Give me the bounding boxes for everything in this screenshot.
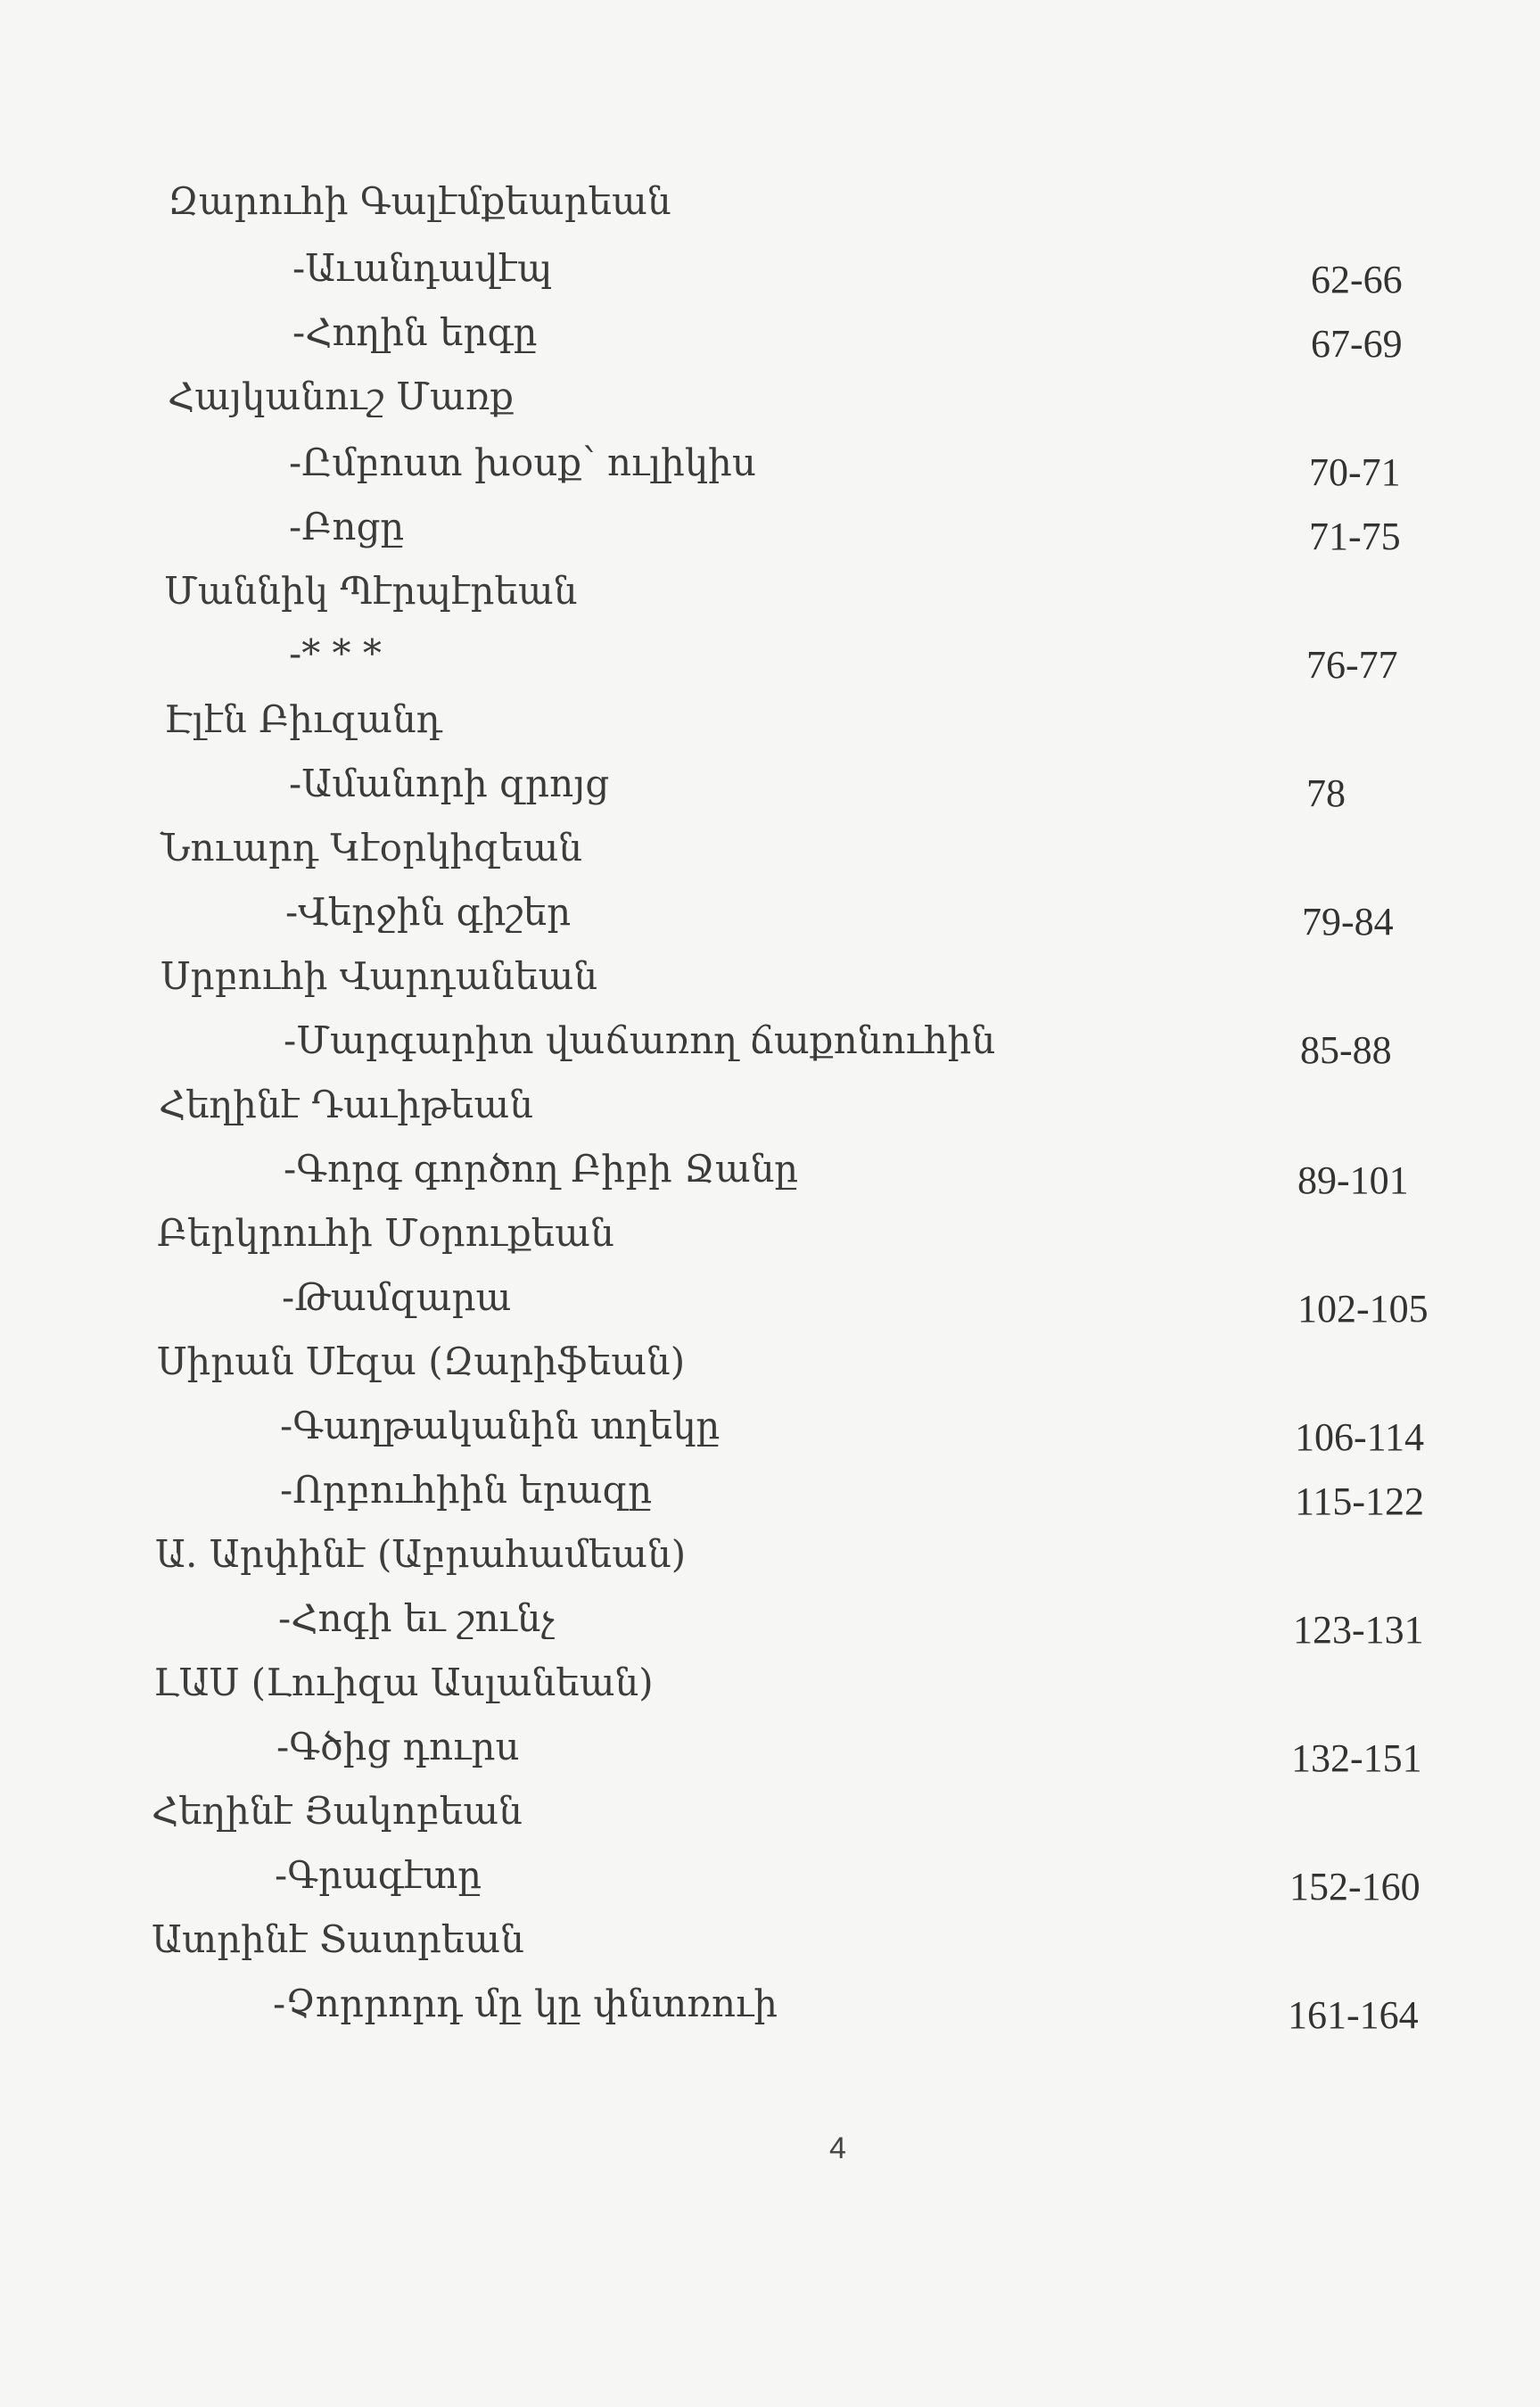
toc-pages-16: 161-164 xyxy=(1288,1993,1419,2037)
toc-author-11: ԼԱՍ (Լուիզա Ասլանեան) xyxy=(153,1661,654,1704)
toc-title-6: -Ամանորի զրոյց xyxy=(289,762,610,805)
toc-author-12: Հեղինէ Յակոբեան xyxy=(152,1789,523,1833)
toc-author-13: Ատրինէ Տատրեան xyxy=(152,1917,524,1961)
toc-author-8: Բերկրուհի Մօրուքեան xyxy=(157,1211,614,1255)
toc-title-2: -Հողին երգը xyxy=(292,310,538,354)
toc-title-9: -Գորգ գործող Բիբի Ջանը xyxy=(284,1147,799,1191)
toc-title-4: -Բոցը xyxy=(289,505,405,548)
toc-author-4: Էլէն Բիւզանդ xyxy=(164,697,442,741)
toc-author-10: Ա. Արփինէ (Աբրահամեան) xyxy=(155,1532,687,1576)
toc-title-10: -Թամզարա xyxy=(282,1275,512,1319)
toc-author-7: Հեղինէ Դաւիթեան xyxy=(159,1083,533,1126)
toc-author-3: Մաննիկ Պէրպէրեան xyxy=(164,569,578,613)
toc-pages-12: 115-122 xyxy=(1295,1480,1425,1523)
toc-pages-9: 89-101 xyxy=(1297,1158,1409,1202)
toc-author-9: Սիրան Սէզա (Զարիֆեան) xyxy=(157,1340,686,1383)
toc-pages-1: 62-66 xyxy=(1311,258,1403,301)
toc-author-1: Զարուհի Գալէմքեարեան xyxy=(168,179,671,223)
toc-title-8: -Մարգարիտ վաճառող ճաքոնուհին xyxy=(284,1018,996,1062)
toc-pages-2: 67-69 xyxy=(1311,322,1403,366)
toc-title-5: -* * * xyxy=(289,631,382,675)
toc-title-13: -Հոգի եւ շունչ xyxy=(278,1596,555,1640)
toc-title-15: -Գրագէտը xyxy=(275,1853,482,1897)
toc-pages-14: 132-151 xyxy=(1291,1736,1422,1780)
toc-author-5: Նուարդ Կէօրկիզեան xyxy=(161,826,582,870)
toc-title-11: -Գաղթականին տղեկը xyxy=(280,1404,721,1447)
toc-title-16: -Չորրորդ մը կը փնտռուի xyxy=(273,1982,778,2025)
toc-pages-13: 123-131 xyxy=(1293,1608,1424,1652)
toc-pages-4: 71-75 xyxy=(1309,515,1401,558)
toc-pages-11: 106-114 xyxy=(1295,1415,1425,1459)
toc-title-1: -Աւանդավէպ xyxy=(292,246,553,290)
toc-author-2: Հայկանուշ Մառք xyxy=(168,375,515,418)
toc-title-3: -Ըմբոստ խօսք՝ ուլիկիս xyxy=(289,441,756,484)
toc-pages-10: 102-105 xyxy=(1297,1287,1429,1331)
toc-pages-7: 79-84 xyxy=(1302,900,1394,944)
toc-title-7: -Վերջին գիշեր xyxy=(285,890,572,934)
toc-pages-6: 78 xyxy=(1306,771,1346,815)
toc-pages-5: 76-77 xyxy=(1306,643,1398,687)
toc-pages-8: 85-88 xyxy=(1300,1028,1392,1072)
toc-pages-15: 152-160 xyxy=(1289,1865,1421,1908)
page-number: 4 xyxy=(829,2131,846,2165)
toc-title-14: -Գծից դուրս xyxy=(276,1725,520,1768)
toc-author-6: Սրբուհի Վարդանեան xyxy=(161,954,598,998)
toc-pages-3: 70-71 xyxy=(1309,450,1401,494)
toc-title-12: -Որբուհիին երազը xyxy=(280,1468,653,1512)
